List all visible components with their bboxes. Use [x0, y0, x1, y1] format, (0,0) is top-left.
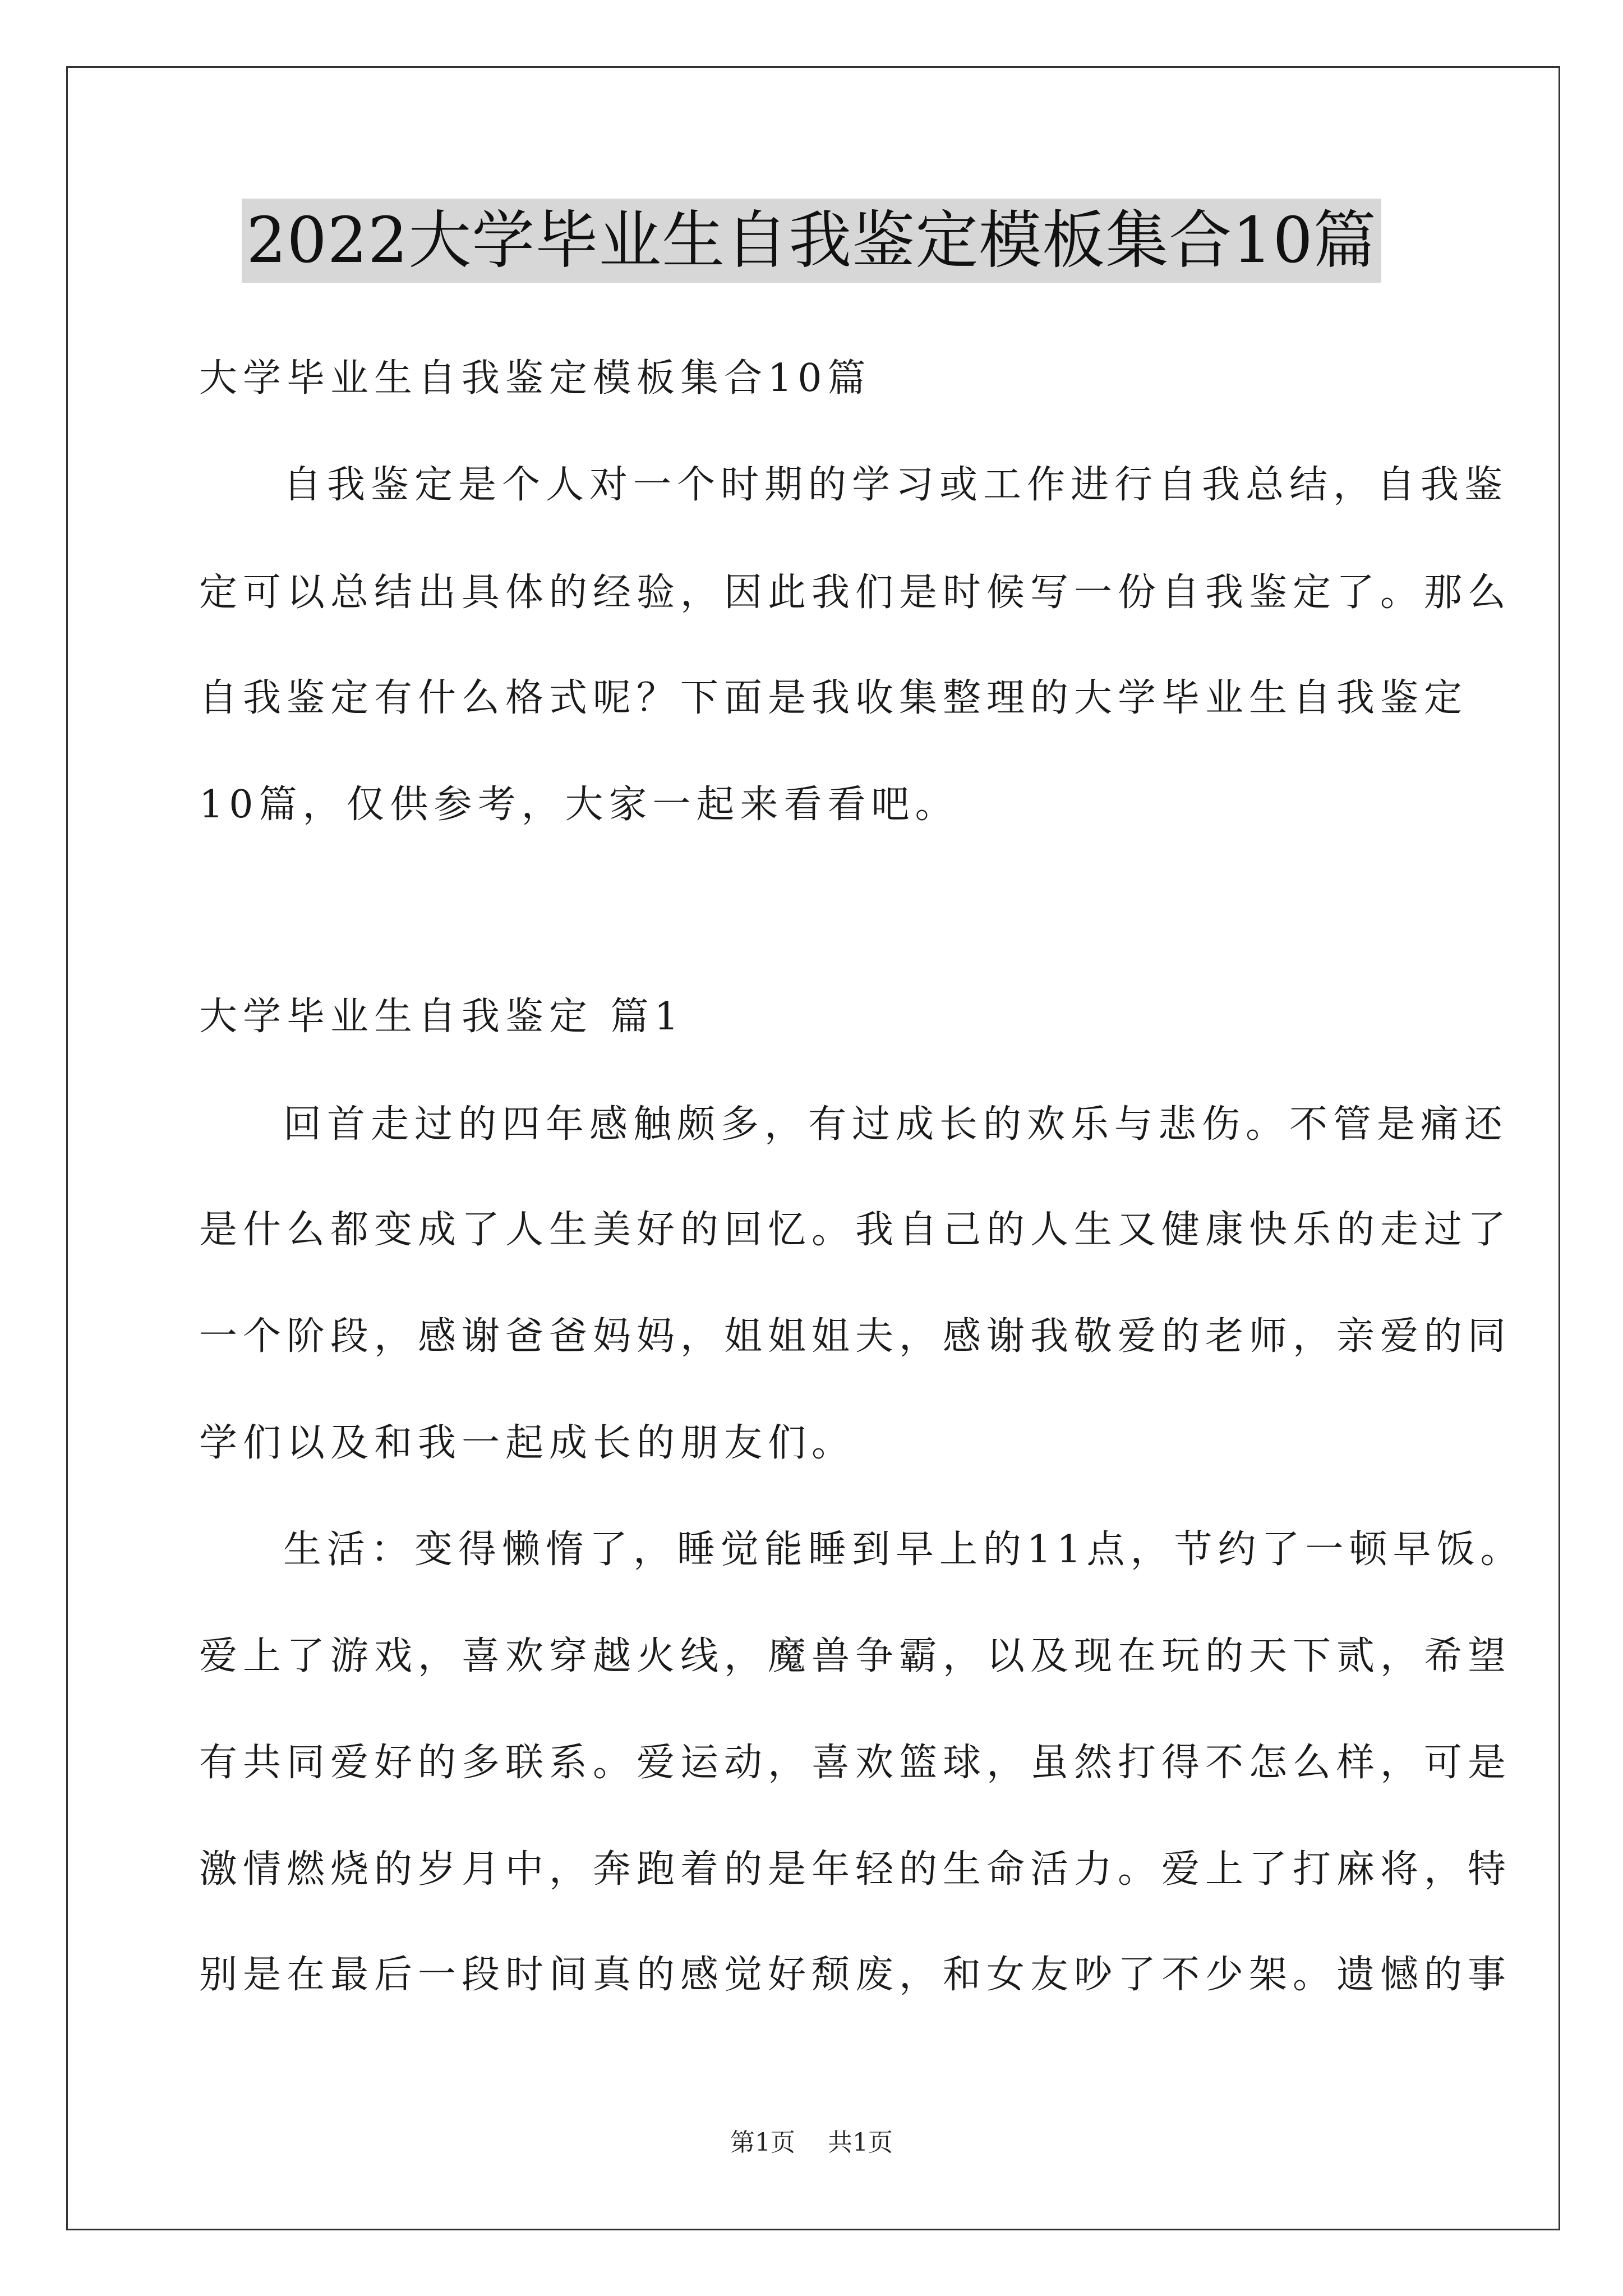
para2-line-2: 爱上了游戏，喜欢穿越火线，魔兽争霸，以及现在玩的天下贰，希望	[199, 1634, 1512, 1678]
intro-line-4: 10篇，仅供参考，大家一起来看看吧。	[199, 783, 959, 827]
para2-line-3: 有共同爱好的多联系。爱运动，喜欢篮球，虽然打得不怎么样，可是	[199, 1741, 1512, 1785]
section-heading: 大学毕业生自我鉴定 篇1	[199, 995, 684, 1039]
page-total: 共1页	[828, 2128, 893, 2157]
page-number: 第1页	[730, 2128, 795, 2157]
document-title: 2022大学毕业生自我鉴定模板集合10篇	[242, 199, 1381, 283]
para1-line-4: 学们以及和我一起成长的朋友们。	[199, 1421, 856, 1465]
para1-line-1: 回首走过的四年感触颇多，有过成长的欢乐与悲伤。不管是痛还	[283, 1102, 1509, 1147]
para2-line-1: 生活：变得懒惰了，睡觉能睡到早上的11点，节约了一顿早饭。	[283, 1527, 1524, 1572]
intro-line-2: 定可以总结出具体的经验，因此我们是时候写一份自我鉴定了。那么	[199, 570, 1512, 615]
para1-line-3: 一个阶段，感谢爸爸妈妈，姐姐姐夫，感谢我敬爱的老师，亲爱的同	[199, 1314, 1512, 1359]
page-footer	[0, 2126, 1623, 2160]
para2-line-4: 激情燃烧的岁月中，奔跑着的是年轻的生命活力。爱上了打麻将，特	[199, 1847, 1512, 1892]
document-subtitle: 大学毕业生自我鉴定模板集合10篇	[199, 356, 872, 401]
intro-line-3: 自我鉴定有什么格式呢？下面是我收集整理的大学毕业生自我鉴定	[199, 676, 1468, 720]
title-container	[0, 199, 1623, 283]
para2-line-5: 别是在最后一段时间真的感觉好颓废，和女友吵了不少架。遗憾的事	[199, 1953, 1512, 1997]
intro-line-1: 自我鉴定是个人对一个时期的学习或工作进行自我总结，自我鉴	[283, 463, 1509, 507]
para1-line-2: 是什么都变成了人生美好的回忆。我自己的人生又健康快乐的走过了	[199, 1208, 1512, 1252]
